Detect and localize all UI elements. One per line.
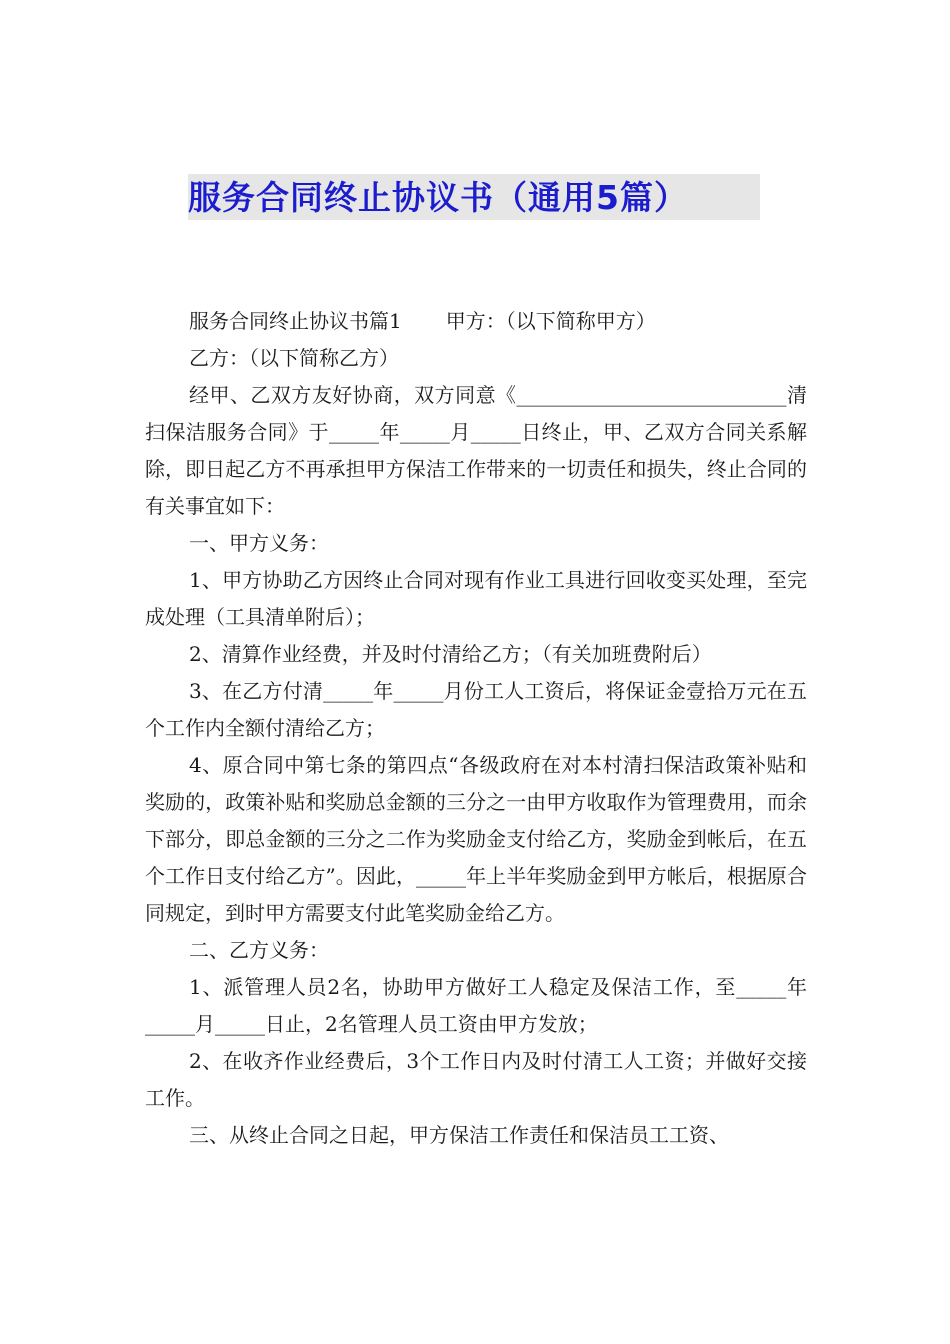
clause-1-1: 1、甲方协助乙方因终止合同对现有作业工具进行回收变买处理，至完成处理（工具清单附后）； [145, 568, 807, 629]
party-b-line: 乙方：（以下简称乙方） [189, 346, 399, 370]
party-a-line: 甲方：（以下简称甲方） [445, 309, 656, 333]
clause-2-2: 2、在收齐作业经费后，3个工作日内及时付清工人工资；并做好交接工作。 [145, 1049, 807, 1110]
clause-1-2: 2、清算作业经费，并及时付清给乙方；（有关加班费附后） [189, 642, 712, 666]
section-one-heading: 一、甲方义务： [189, 531, 329, 555]
document-title: 服务合同终止协议书（通用5篇） [188, 178, 688, 217]
clause-2-1: 1、派管理人员2名，协助甲方做好工人稳定及保洁工作，至_____年_____月_____日止，2名管理人员工资由甲方发放； [145, 975, 807, 1036]
section-heading: 服务合同终止协议书篇1 [189, 309, 402, 333]
section-three-start: 三、从终止合同之日起，甲方保洁工作责任和保洁员工工资、 [189, 1123, 729, 1147]
document-body [145, 303, 807, 1154]
clause-1-4: 4、原合同中第七条的第四点“各级政府在对本村清扫保洁政策补贴和奖励的，政策补贴和奖励总金额的三分之一由甲方收取作为管理费用，而余下部分，即总金额的三分之二作为奖励金支付给乙方，奖励金到帐后，在五个工作日支付给乙方”。因此，_____年上半年奖励金到甲方帐后，根据原合同规定，到时甲方需要支付此笔奖励金给乙方。 [145, 753, 807, 925]
section-two-heading: 二、乙方义务： [189, 938, 329, 962]
paragraph-heading-line [145, 303, 807, 340]
clause-1-3: 3、在乙方付清_____年_____月份工人工资后，将保证金壹拾万元在五个工作内全额付清给乙方； [145, 679, 807, 740]
intro-paragraph: 经甲、乙双方友好协商，双方同意《___________________________清扫保洁服务合同》于_____年_____月_____日终止，甲、乙双方合同关系解除，即日起乙方不再承担甲方保洁工作带来的一切责任和损失，终止合同的有关事宜如下： [145, 383, 807, 518]
